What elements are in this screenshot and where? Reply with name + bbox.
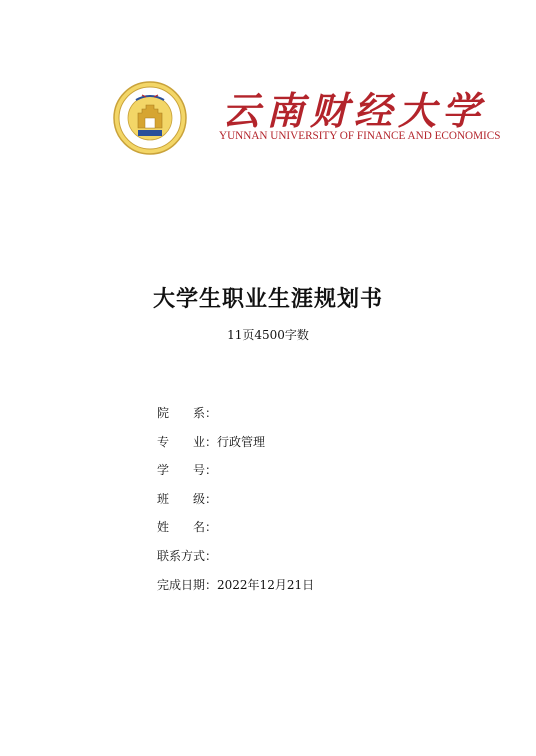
info-row-student-id — [157, 461, 314, 490]
info-value: 2022年12月21日 — [217, 577, 315, 592]
university-name-english: YUNNAN UNIVERSITY OF FINANCE AND ECONOMICS — [219, 130, 501, 142]
university-seal-logo — [112, 80, 188, 156]
info-label: 姓 名： — [157, 520, 218, 535]
info-label: 完成日期： — [157, 577, 218, 592]
info-label: 院 系： — [157, 406, 218, 420]
info-label: 班 级： — [157, 491, 218, 506]
info-row-name — [157, 518, 314, 547]
document-title: 大学生职业生涯规划书 — [152, 287, 383, 312]
info-row-completion-date — [157, 576, 314, 605]
info-row-department — [157, 404, 314, 433]
info-row-class — [157, 490, 314, 519]
info-value: 行政管理 — [217, 434, 266, 449]
info-label: 学 号： — [157, 463, 218, 478]
document-subtitle: 11页4500字数 — [227, 328, 309, 342]
info-label: 联系方式： — [157, 548, 218, 563]
university-header — [112, 80, 501, 160]
info-row-major — [157, 433, 314, 462]
student-info-block — [157, 404, 314, 604]
info-row-contact — [157, 547, 314, 576]
info-label: 专 业： — [157, 434, 218, 449]
university-name-chinese: 云南财经大学 — [222, 88, 487, 133]
